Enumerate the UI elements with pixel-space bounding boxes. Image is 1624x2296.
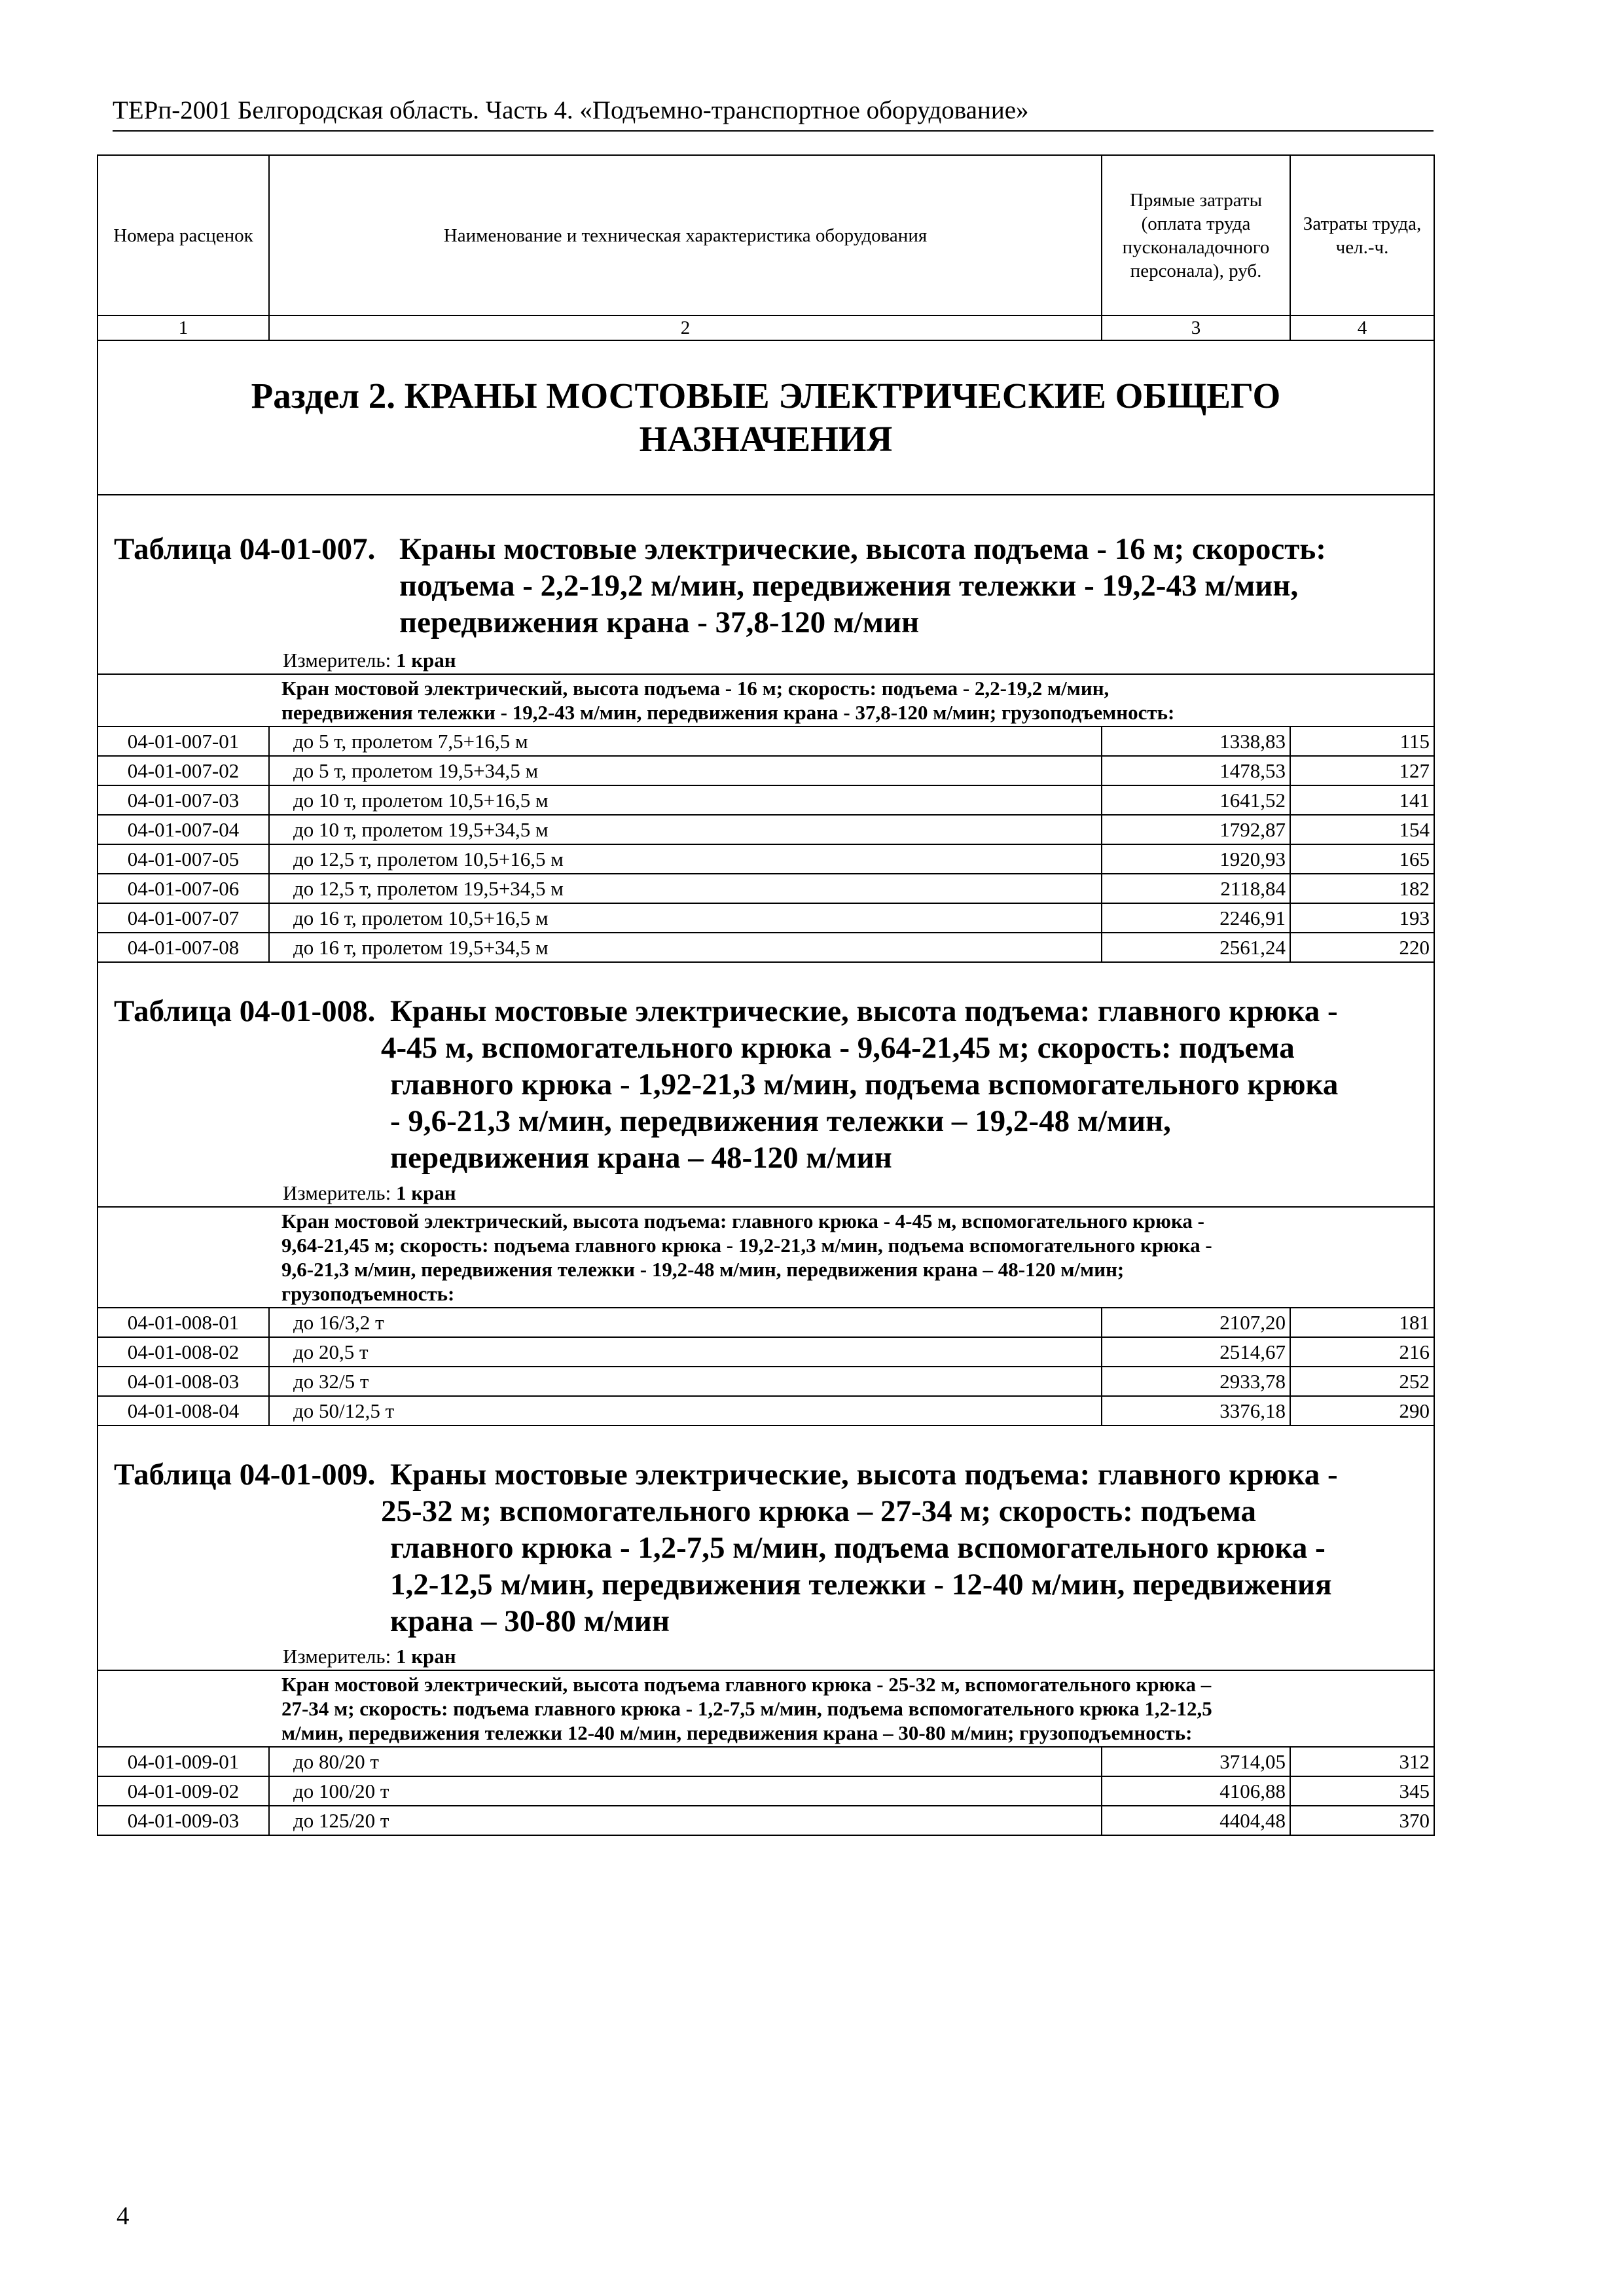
row-labor: 154 <box>1290 815 1434 844</box>
col-header-labor: Затраты труда, чел.-ч. <box>1290 155 1434 315</box>
row-name: до 12,5 т, пролетом 10,5+16,5 м <box>269 844 1102 874</box>
table-title-line: крана – 30-80 м/мин <box>390 1604 670 1638</box>
row-name: до 16 т, пролетом 19,5+34,5 м <box>269 933 1102 962</box>
table-title <box>98 495 1434 641</box>
section-title-line-1: Раздел 2. КРАНЫ МОСТОВЫЕ ЭЛЕКТРИЧЕСКИЕ ОБЩЕГО <box>251 376 1281 416</box>
price-table <box>97 154 1435 1836</box>
subtitle-row <box>98 1670 1434 1747</box>
row-cost: 1338,83 <box>1102 726 1290 756</box>
row-name: до 10 т, пролетом 10,5+16,5 м <box>269 785 1102 815</box>
row-code: 04-01-007-01 <box>98 726 269 756</box>
row-code: 04-01-008-03 <box>98 1367 269 1396</box>
table-title-line: Краны мостовые электрические, высота подъема: главного крюка - <box>390 994 1338 1028</box>
col-header-name: Наименование и техническая характеристика оборудования <box>269 155 1102 315</box>
row-name: до 12,5 т, пролетом 19,5+34,5 м <box>269 874 1102 903</box>
col-number-2: 2 <box>269 315 1102 340</box>
row-code: 04-01-007-06 <box>98 874 269 903</box>
table-row <box>98 1776 1434 1806</box>
subtitle-line: Кран мостовой электрический, высота подъема главного крюка - 25-32 м, вспомогательного крюка – <box>281 1673 1212 1696</box>
subtitle-line: 27-34 м; скорость: подъема главного крюка - 1,2-7,5 м/мин, подъема вспомогательного крюка 1,2-12,5 <box>281 1697 1212 1720</box>
row-cost: 2118,84 <box>1102 874 1290 903</box>
table-title-cell <box>98 962 1434 1207</box>
table-title-label: Таблица 04-01-007. <box>114 532 376 566</box>
row-code: 04-01-007-05 <box>98 844 269 874</box>
row-code: 04-01-008-02 <box>98 1337 269 1367</box>
row-name: до 80/20 т <box>269 1747 1102 1776</box>
table-title-line: 1,2-12,5 м/мин, передвижения тележки - 12-40 м/мин, передвижения <box>390 1568 1332 1602</box>
row-labor: 290 <box>1290 1396 1434 1426</box>
row-labor: 181 <box>1290 1308 1434 1337</box>
row-cost: 2246,91 <box>1102 903 1290 933</box>
row-cost: 4404,48 <box>1102 1806 1290 1835</box>
row-code: 04-01-009-03 <box>98 1806 269 1835</box>
row-cost: 4106,88 <box>1102 1776 1290 1806</box>
table-subtitle <box>98 674 1434 726</box>
table-title-line: передвижения крана - 37,8-120 м/мин <box>399 605 920 639</box>
col-number-3: 3 <box>1102 315 1290 340</box>
row-code: 04-01-008-01 <box>98 1308 269 1337</box>
table-title-line: - 9,6-21,3 м/мин, передвижения тележки – 19,2-48 м/мин, <box>390 1104 1171 1138</box>
table-row <box>98 726 1434 756</box>
row-labor: 182 <box>1290 874 1434 903</box>
table-row <box>98 874 1434 903</box>
measure-value: 1 кран <box>395 649 456 672</box>
table-title-row <box>98 1426 1434 1670</box>
col-number-4: 4 <box>1290 315 1434 340</box>
row-labor: 165 <box>1290 844 1434 874</box>
subtitle-line: Кран мостовой электрический, высота подъема - 16 м; скорость: подъема - 2,2-19,2 м/мин, <box>281 677 1110 700</box>
measure-line <box>98 1180 1434 1206</box>
row-labor: 370 <box>1290 1806 1434 1835</box>
table-title-line: главного крюка - 1,2-7,5 м/мин, подъема вспомогательного крюка - <box>390 1531 1326 1565</box>
row-cost: 2933,78 <box>1102 1367 1290 1396</box>
row-cost: 1641,52 <box>1102 785 1290 815</box>
table-rows <box>98 1308 1434 1426</box>
table-rows <box>98 1747 1434 1835</box>
table-subtitle <box>98 1207 1434 1308</box>
table-title-row <box>98 495 1434 674</box>
subtitle-line: 9,64-21,45 м; скорость: подъема главного крюка - 19,2-21,3 м/мин, подъема вспомогательного крюка - <box>281 1234 1212 1257</box>
row-labor: 312 <box>1290 1747 1434 1776</box>
table-row <box>98 1308 1434 1337</box>
table-row <box>98 1337 1434 1367</box>
measure-line <box>98 647 1434 673</box>
table-row <box>98 903 1434 933</box>
header-rule <box>113 130 1434 132</box>
table-row <box>98 844 1434 874</box>
table-row <box>98 815 1434 844</box>
table-title-cell <box>98 495 1434 674</box>
table-title-line: 4-45 м, вспомогательного крюка - 9,64-21,45 м; скорость: подъема <box>381 1031 1295 1065</box>
table-title-cell <box>98 1426 1434 1670</box>
row-code: 04-01-007-08 <box>98 933 269 962</box>
table-title-row <box>98 962 1434 1207</box>
table-rows <box>98 726 1434 962</box>
col-header-codes: Номера расценок <box>98 155 269 315</box>
row-name: до 50/12,5 т <box>269 1396 1102 1426</box>
row-name: до 100/20 т <box>269 1776 1102 1806</box>
table-title-label: Таблица 04-01-009. <box>114 1458 376 1492</box>
table-title-line: передвижения крана – 48-120 м/мин <box>390 1141 892 1175</box>
table-row <box>98 1367 1434 1396</box>
row-cost: 1478,53 <box>1102 756 1290 785</box>
subtitle-line: 9,6-21,3 м/мин, передвижения тележки - 19,2-48 м/мин, передвижения крана – 48-120 м/мин; <box>281 1258 1125 1281</box>
column-number-row <box>98 315 1434 340</box>
row-name: до 10 т, пролетом 19,5+34,5 м <box>269 815 1102 844</box>
subtitle-line: Кран мостовой электрический, высота подъема: главного крюка - 4-45 м, вспомогательного крюка - <box>281 1210 1204 1232</box>
row-labor: 252 <box>1290 1367 1434 1396</box>
subtitle-line: передвижения тележки - 19,2-43 м/мин, передвижения крана - 37,8-120 м/мин; грузоподъемность: <box>281 701 1175 724</box>
table-title <box>98 1426 1434 1640</box>
row-cost: 2514,67 <box>1102 1337 1290 1367</box>
table-row <box>98 785 1434 815</box>
col-header-cost: Прямые затраты (оплата труда пусконаладочного персонала), руб. <box>1102 155 1290 315</box>
measure-label: Измеритель: <box>283 1181 391 1204</box>
table-row <box>98 1806 1434 1835</box>
row-name: до 125/20 т <box>269 1806 1102 1835</box>
measure-value: 1 кран <box>395 1645 456 1668</box>
row-cost: 3376,18 <box>1102 1396 1290 1426</box>
row-labor: 345 <box>1290 1776 1434 1806</box>
subtitle-line: м/мин, передвижения тележки 12-40 м/мин, передвижения крана – 30-80 м/мин; грузоподъемность: <box>281 1721 1193 1744</box>
row-code: 04-01-007-04 <box>98 815 269 844</box>
row-name: до 5 т, пролетом 7,5+16,5 м <box>269 726 1102 756</box>
table-title-line: Краны мостовые электрические, высота подъема - 16 м; скорость: <box>399 532 1326 566</box>
row-code: 04-01-009-02 <box>98 1776 269 1806</box>
row-labor: 216 <box>1290 1337 1434 1367</box>
row-name: до 20,5 т <box>269 1337 1102 1367</box>
measure-label: Измеритель: <box>283 1645 391 1668</box>
row-labor: 141 <box>1290 785 1434 815</box>
table-row <box>98 933 1434 962</box>
table-title-line: Краны мостовые электрические, высота подъема: главного крюка - <box>390 1458 1338 1492</box>
table-row <box>98 1396 1434 1426</box>
row-code: 04-01-009-01 <box>98 1747 269 1776</box>
row-name: до 32/5 т <box>269 1367 1102 1396</box>
section-row <box>98 340 1434 495</box>
row-labor: 127 <box>1290 756 1434 785</box>
row-labor: 220 <box>1290 933 1434 962</box>
row-cost: 3714,05 <box>1102 1747 1290 1776</box>
row-name: до 16/3,2 т <box>269 1308 1102 1337</box>
document-header: ТЕРп-2001 Белгородская область. Часть 4. «Подъемно-транспортное оборудование» <box>113 96 1029 124</box>
subtitle-row <box>98 674 1434 726</box>
row-cost: 2561,24 <box>1102 933 1290 962</box>
row-cost: 1920,93 <box>1102 844 1290 874</box>
row-code: 04-01-007-07 <box>98 903 269 933</box>
table-title-line: главного крюка - 1,92-21,3 м/мин, подъема вспомогательного крюка <box>390 1067 1339 1102</box>
table-title-line: 25-32 м; вспомогательного крюка – 27-34 м; скорость: подъема <box>381 1494 1256 1528</box>
row-cost: 2107,20 <box>1102 1308 1290 1337</box>
row-code: 04-01-007-03 <box>98 785 269 815</box>
page-number: 4 <box>117 2202 130 2230</box>
column-header-row <box>98 155 1434 315</box>
table-subtitle <box>98 1670 1434 1747</box>
row-code: 04-01-008-04 <box>98 1396 269 1426</box>
row-cost: 1792,87 <box>1102 815 1290 844</box>
section-title-line-2: НАЗНАЧЕНИЯ <box>639 419 893 459</box>
table-title <box>98 963 1434 1176</box>
row-labor: 115 <box>1290 726 1434 756</box>
row-code: 04-01-007-02 <box>98 756 269 785</box>
measure-value: 1 кран <box>395 1181 456 1204</box>
row-name: до 5 т, пролетом 19,5+34,5 м <box>269 756 1102 785</box>
measure-label: Измеритель: <box>283 649 391 672</box>
section-title <box>98 340 1434 495</box>
table-row <box>98 756 1434 785</box>
subtitle-line: грузоподъемность: <box>281 1282 455 1305</box>
subtitle-row <box>98 1207 1434 1308</box>
col-number-1: 1 <box>98 315 269 340</box>
table-title-label: Таблица 04-01-008. <box>114 994 376 1028</box>
row-labor: 193 <box>1290 903 1434 933</box>
row-name: до 16 т, пролетом 10,5+16,5 м <box>269 903 1102 933</box>
table-row <box>98 1747 1434 1776</box>
measure-line <box>98 1643 1434 1670</box>
table-title-line: подъема - 2,2-19,2 м/мин, передвижения тележки - 19,2-43 м/мин, <box>399 569 1299 603</box>
